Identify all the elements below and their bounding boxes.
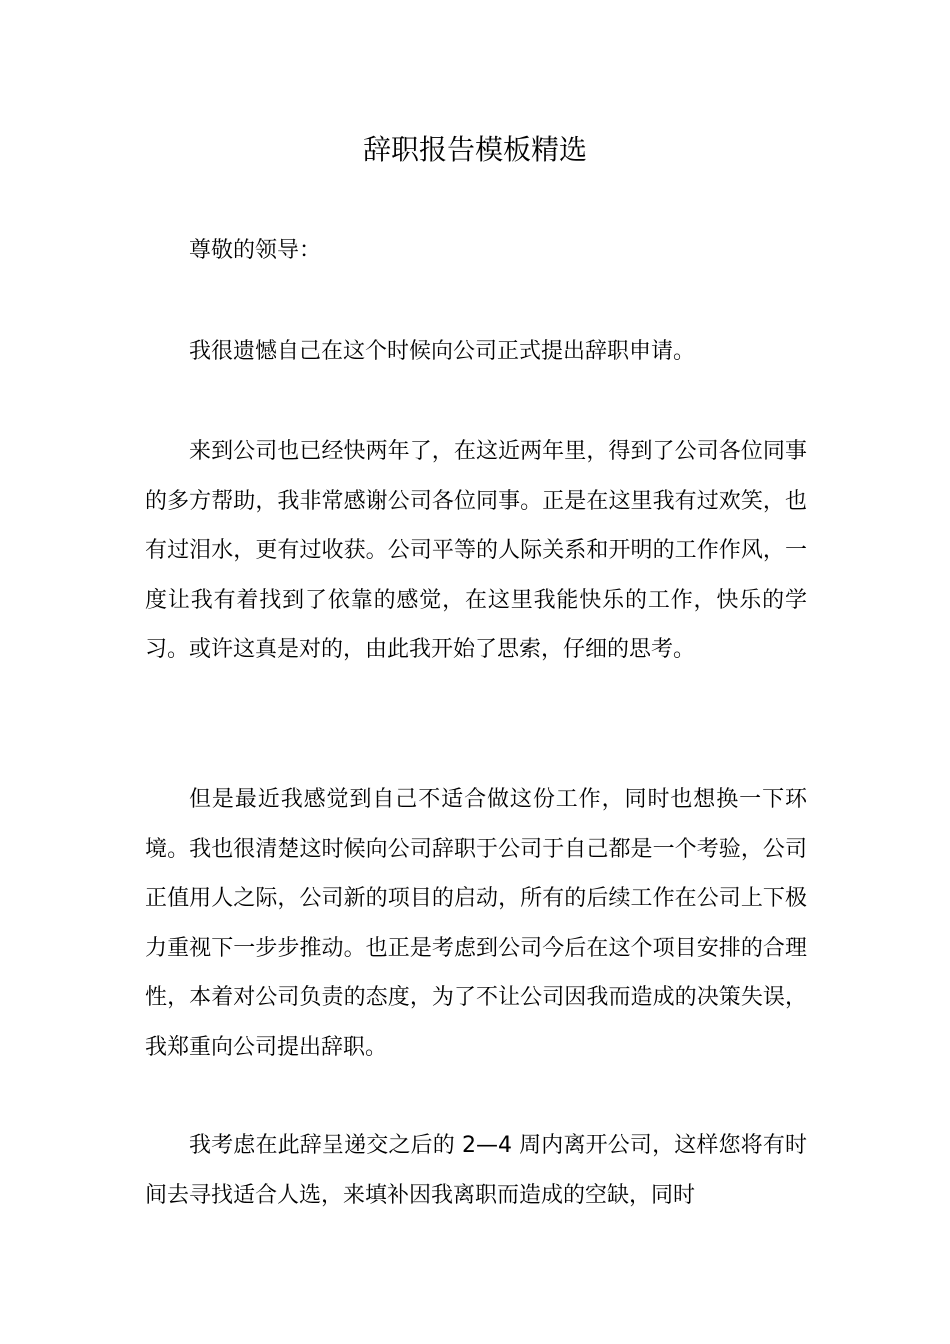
- salutation: 尊敬的领导：: [189, 238, 322, 263]
- paragraph-4: 我考虑在此辞呈递交之后的 2—4 周内离开公司，这样您将有时间去寻找适合人选，来填补因我离职而造成的空缺，同时: [145, 1133, 807, 1208]
- paragraph-3: 但是最近我感觉到自己不适合做这份工作，同时也想换一下环境。我也很清楚这时候向公司辞职于公司于自己都是一个考验，公司正值用人之际，公司新的项目的启动，所有的后续工作在公司上下极力重视下一步步推动。也正是考虑到公司今后在这个项目安排的合理性，本着对公司负责的态度，为了不让公司因我而造成的决策失误，我郑重向公司提出辞职。: [145, 787, 807, 1060]
- paragraph-1: 我很遗憾自己在这个时候向公司正式提出辞职申请。: [189, 339, 696, 364]
- document-title: 辞职报告模板精选: [362, 133, 587, 166]
- paragraph-2: 来到公司也已经快两年了，在这近两年里，得到了公司各位同事的多方帮助，我非常感谢公司各位同事。正是在这里我有过欢笑，也有过泪水，更有过收获。公司平等的人际关系和开明的工作作风，一度让我有着找到了依靠的感觉，在这里我能快乐的工作，快乐的学习。或许这真是对的，由此我开始了思索，仔细的思考。: [145, 439, 807, 663]
